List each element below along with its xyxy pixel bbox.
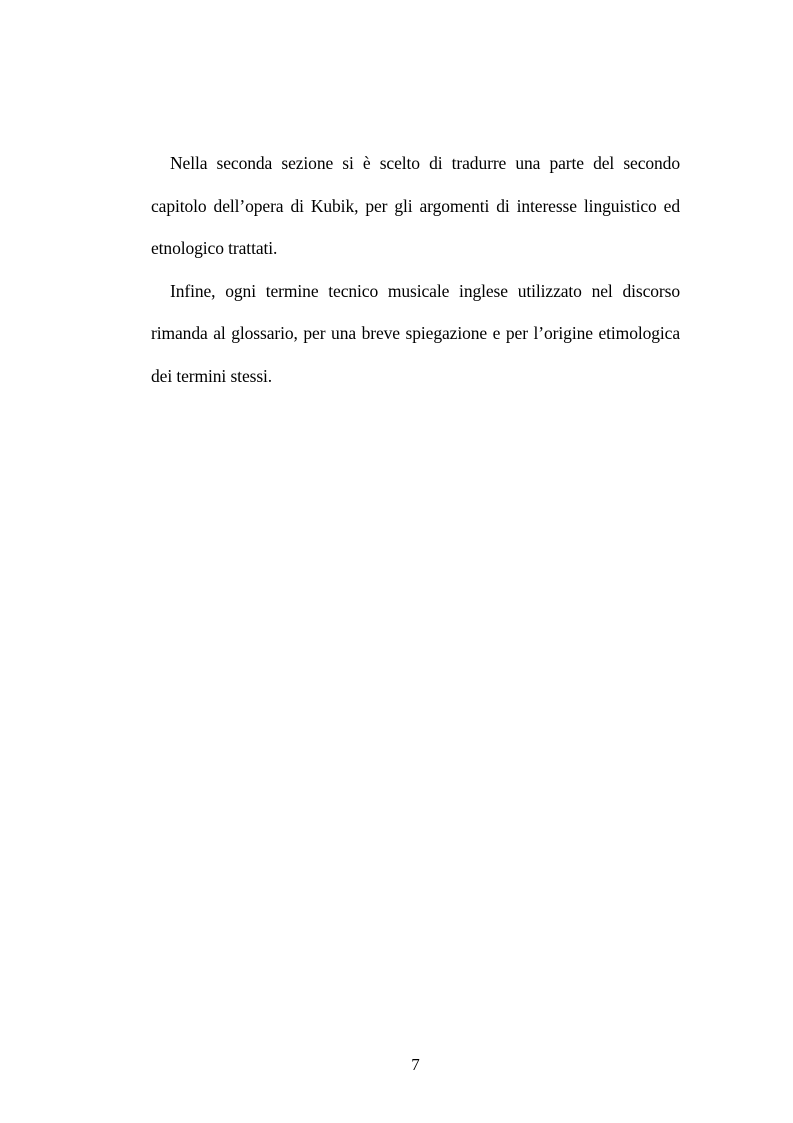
paragraph-second-section: Nella seconda sezione si è scelto di tradurre una parte del secondo capitolo dell’opera di Kubik, per gli argomenti di interesse linguistico ed etnologico trattati. — [151, 153, 680, 258]
paragraph-glossary: Infine, ogni termine tecnico musicale inglese utilizzato nel discorso rimanda al glossario, per una breve spiegazione e per l’origine etimologica dei termini stessi. — [151, 280, 680, 386]
page-number: 7 — [411, 1055, 420, 1074]
body-text — [151, 142, 680, 397]
